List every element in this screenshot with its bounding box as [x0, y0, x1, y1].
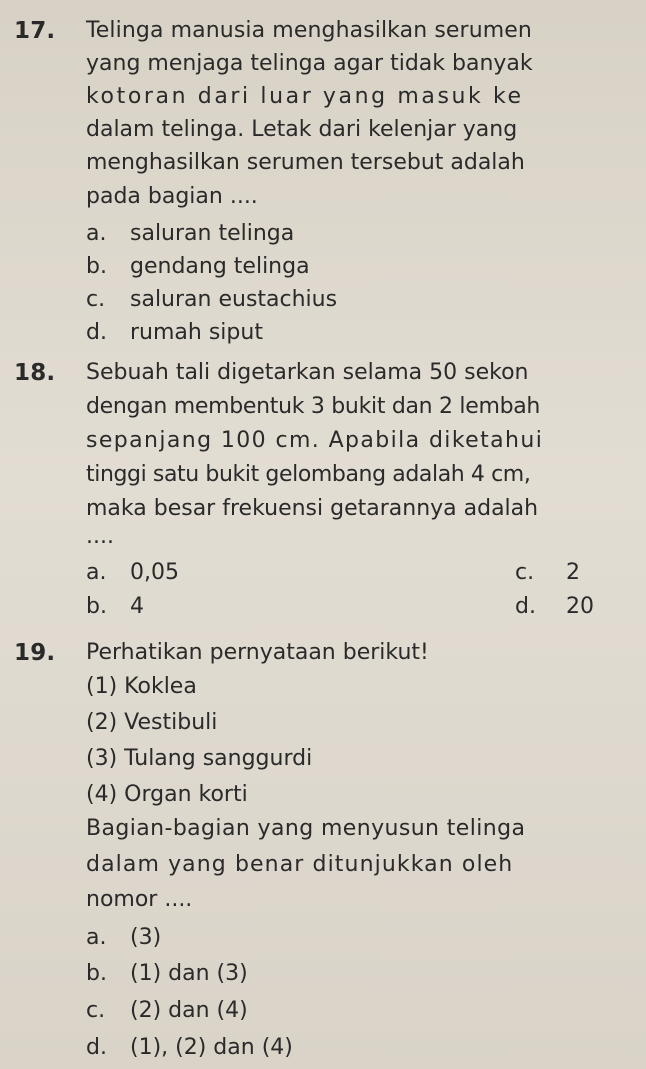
option-letter: b.: [86, 594, 107, 619]
option-text: (1) dan (3): [130, 961, 248, 986]
question-text-line: Perhatikan pernyataan berikut!: [86, 640, 429, 665]
question-text-line: Sebuah tali digetarkan selama 50 sekon: [86, 360, 529, 385]
option-text: saluran eustachius: [130, 287, 338, 312]
question-text-line: dengan membentuk 3 bukit dan 2 lembah: [86, 394, 541, 419]
question-text-line: nomor ....: [86, 887, 193, 912]
question-text-line: Telinga manusia menghasilkan serumen: [86, 18, 532, 43]
option-letter: d.: [515, 594, 536, 619]
option-letter: c.: [86, 998, 106, 1023]
option-letter: a.: [86, 925, 107, 950]
question-text-line: sepanjang 100 cm. Apabila diketahui: [86, 428, 544, 453]
option-text: 2: [566, 560, 580, 585]
question-text-line: dalam telinga. Letak dari kelenjar yang: [86, 117, 518, 142]
question-number: 19.: [14, 640, 56, 666]
option-text: 4: [130, 594, 144, 619]
question-text-line: tinggi satu bukit gelombang adalah 4 cm,: [86, 462, 531, 487]
question-text-line: dalam yang benar ditunjukkan oleh: [86, 852, 514, 877]
option-letter: a.: [86, 221, 107, 246]
question-text-line: yang menjaga telinga agar tidak banyak: [86, 51, 533, 76]
question-text-line: menghasilkan serumen tersebut adalah: [86, 150, 525, 175]
statement-item: (3) Tulang sanggurdi: [86, 746, 313, 771]
option-letter: b.: [86, 961, 107, 986]
question-text-line: pada bagian ....: [86, 184, 258, 209]
statement-item: (1) Koklea: [86, 674, 197, 699]
option-letter: b.: [86, 254, 107, 279]
question-number: 18.: [14, 360, 56, 386]
question-text-line: maka besar frekuensi getarannya adalah: [86, 496, 539, 521]
option-text: saluran telinga: [130, 221, 295, 246]
option-letter: d.: [86, 1035, 107, 1060]
option-text: 0,05: [130, 560, 179, 585]
option-text: (2) dan (4): [130, 998, 248, 1023]
option-text: rumah siput: [130, 320, 263, 345]
option-text: 20: [566, 594, 594, 619]
question-text-line: ....: [86, 524, 114, 549]
option-letter: a.: [86, 560, 107, 585]
statement-item: (2) Vestibuli: [86, 710, 218, 735]
statement-item: (4) Organ korti: [86, 782, 248, 807]
option-letter: c.: [86, 287, 106, 312]
question-text-line: Bagian-bagian yang menyusun telinga: [86, 816, 526, 841]
option-text: (3): [130, 925, 162, 950]
option-text: gendang telinga: [130, 254, 310, 279]
option-letter: d.: [86, 320, 107, 345]
option-text: (1), (2) dan (4): [130, 1035, 293, 1060]
question-number: 17.: [14, 18, 56, 44]
question-text-line: kotoran dari luar yang masuk ke: [86, 84, 524, 109]
option-letter: c.: [515, 560, 535, 585]
